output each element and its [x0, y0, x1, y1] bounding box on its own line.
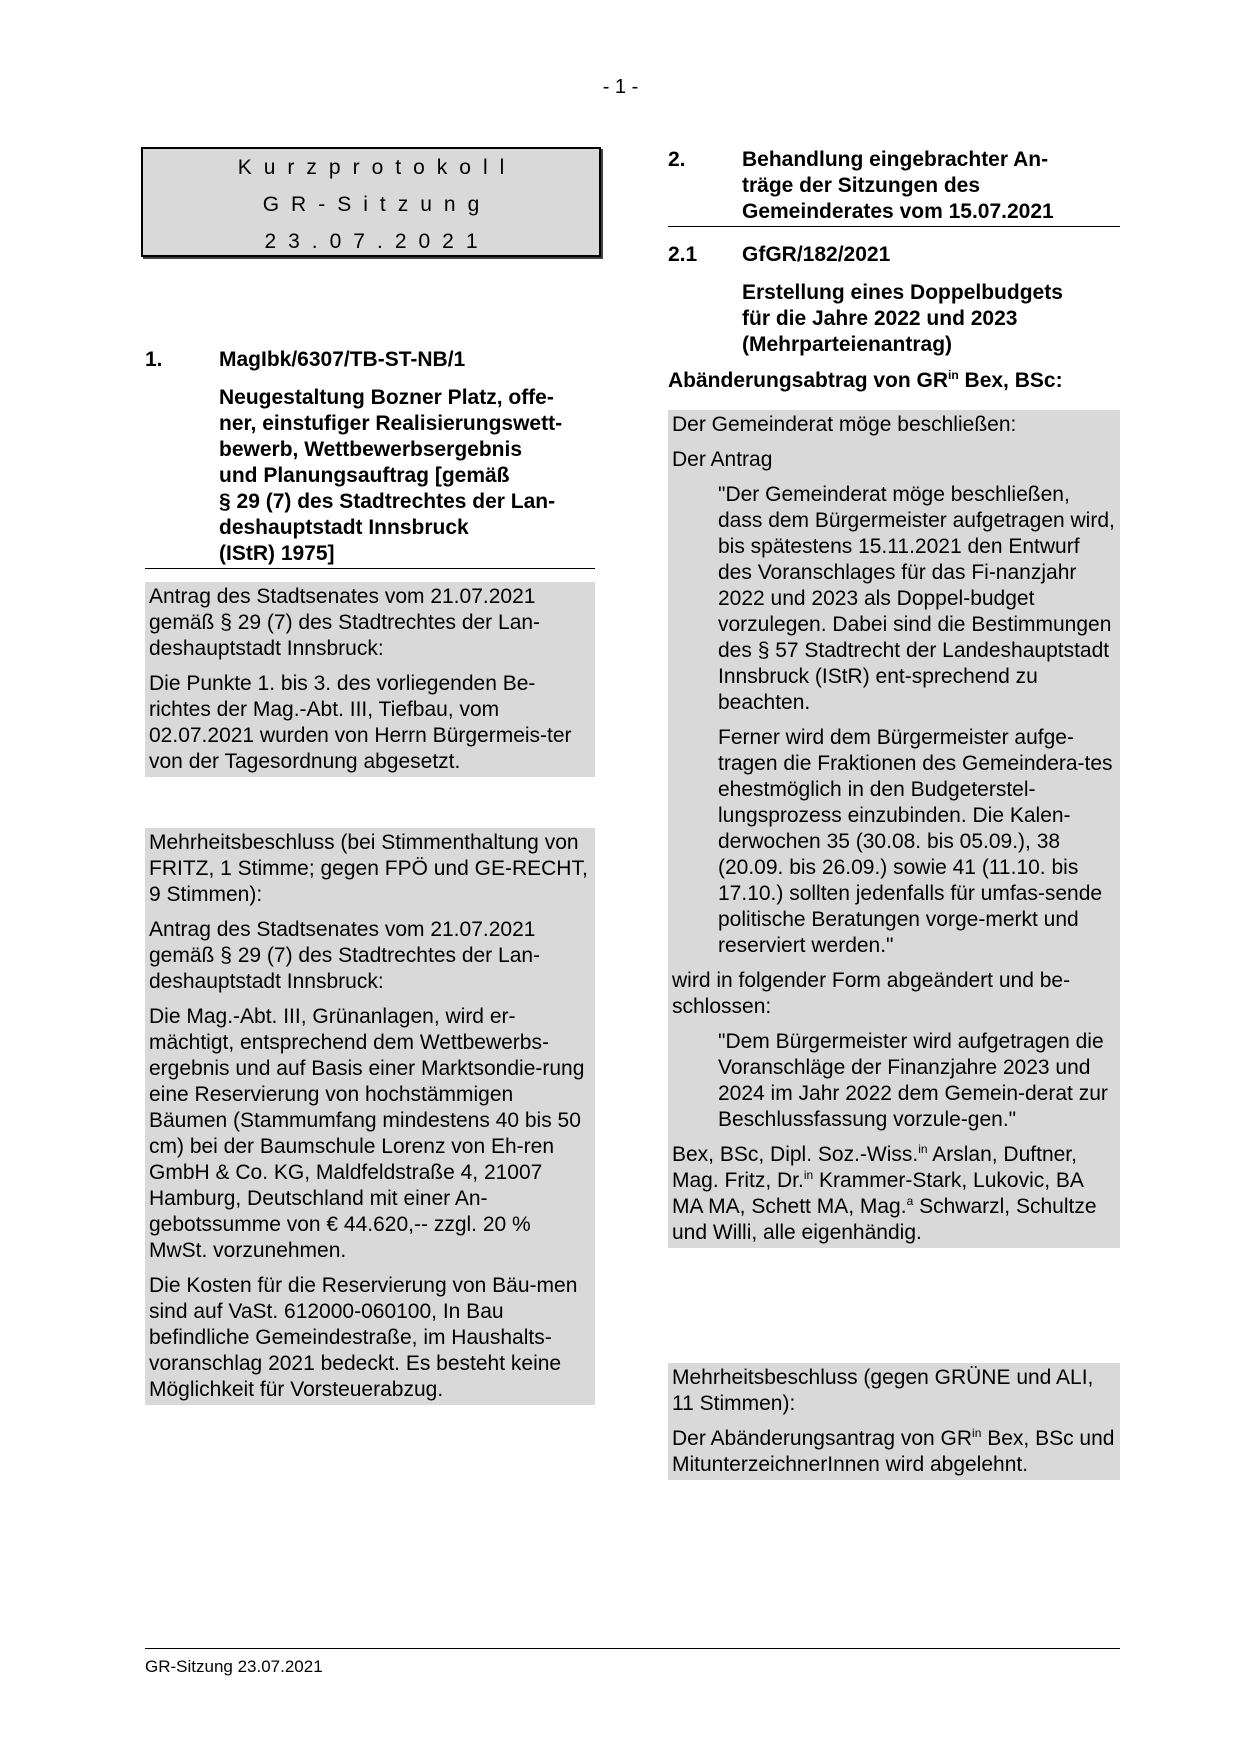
item2-1-title-line: Erstellung eines Doppelbudgets [742, 281, 1063, 304]
item1-title-line: bewerb, Wettbewerbsergebnis [219, 438, 523, 461]
item1-title-line: § 29 (7) des Stadtrechtes der Lan- [219, 490, 556, 513]
amendment-heading-tail: Bex, BSc: [958, 369, 1063, 392]
signers-text: Krammer-Stark, Lukovic, BA MA MA, Schett MA, Mag. [672, 1169, 1083, 1218]
title-box [141, 147, 601, 257]
item1-title-line: Neugestaltung Bozner Platz, offe- [219, 386, 554, 409]
quote-paragraph: "Dem Bürgermeister wird aufgetragen die Voranschläge der Finanzjahre 2023 und 2024 im Jahr 2022 dem Gemein-derat zur Beschlussfassung vorzule-gen." [718, 1030, 1108, 1131]
signers-text: Schwarzl, Schultze und Willi, alle eigenhändig. [672, 1195, 1097, 1244]
item2-number: 2. [668, 148, 686, 171]
item2-1-title-line: für die Jahre 2022 und 2023 [742, 307, 1018, 330]
amendment-box [668, 410, 1120, 1248]
item2-1-code: GfGR/182/2021 [742, 243, 891, 266]
resolution-text: Bex, BSc und MitunterzeichnerInnen wird abgelehnt. [672, 1427, 1115, 1476]
quote-paragraph: Ferner wird dem Bürgermeister aufge-tragen die Fraktionen des Gemeindera-tes ehestmöglich in den Budgeterstel-lungsprozess einzubinden. Die Kalen-derwochen 35 (30.08. bis 05.09.), 38 (20.09. bis 26.09.) sowie 41 (11.10. bis 17.10.) sollten jedenfalls für umfas-sende politische Beratungen vorge-merkt und reserviert werden." [718, 726, 1113, 957]
item1-title-line: (IStR) 1975] [219, 542, 335, 565]
item2-1-code-line [668, 242, 1120, 268]
signers-sup: in [918, 1142, 928, 1156]
item2-1-title-line: (Mehrparteienantrag) [742, 333, 953, 356]
quote-paragraph: "Der Gemeinderat möge beschließen, dass dem Bürgermeister aufgetragen wird, bis spätestens 15.11.2021 den Entwurf des Voranschlages für das Fi-nanzjahr 2022 und 2023 als Doppel-budget vorzulegen. Dabei sind die Bestimmungen des § 57 Stadtrecht der Landeshauptstadt Innsbruck (IStR) ent-sprechend zu beachten. [718, 483, 1115, 714]
item2-title-line: Behandlung eingebrachter An- [742, 148, 1049, 171]
item1-senate-box [145, 582, 595, 777]
amendment-heading-text: Abänderungsabtrag von GR [668, 369, 949, 392]
signers-text: Bex, BSc, Dipl. Soz.-Wiss. [672, 1143, 919, 1166]
title-line-gr-sitzung: GR-Sitzung [262, 193, 492, 216]
paragraph: wird in folgender Form abgeändert und be-schlossen: [672, 969, 1071, 1018]
item1-title-line: ner, einstufiger Realisierungswett- [219, 412, 563, 435]
title-line-date: 23.07.2021 [264, 230, 490, 253]
item2-title-line: träge der Sitzungen des [742, 174, 981, 197]
item1-title-line: deshauptstadt Innsbruck [219, 516, 469, 539]
resolution-text: Der Abänderungsantrag von GR [672, 1427, 973, 1450]
paragraph: Antrag des Stadtsenates vom 21.07.2021 gemäß § 29 (7) des Stadtrechtes der Lan-deshauptstadt Innsbruck: [149, 918, 541, 993]
paragraph: Die Punkte 1. bis 3. des vorliegenden Be-richtes der Mag.-Abt. III, Tiefbau, vom 02.07.2021 wurden von Herrn Bürgermeis-ter von der Tagesordnung abgesetzt. [149, 672, 572, 773]
item1-title [145, 385, 595, 569]
item2-header [668, 147, 1120, 394]
signers-sup: in [803, 1168, 814, 1182]
item2-title-block [668, 147, 1120, 227]
paragraph: Antrag des Stadtsenates vom 21.07.2021 gemäß § 29 (7) des Stadtrechtes der Lan-deshauptstadt Innsbruck: [149, 585, 541, 660]
item1-title-line: und Planungsauftrag [gemäß [219, 464, 510, 487]
item1-number: 1. [145, 348, 163, 371]
signers-paragraph [672, 1142, 1116, 1246]
item2-1-title [668, 280, 1120, 358]
item1-code-line [145, 347, 595, 373]
amendment-resolution-box [668, 1363, 1120, 1480]
paragraph: Mehrheitsbeschluss (bei Stimmenthaltung von FRITZ, 1 Stimme; gegen FPÖ und GE-RECHT, 9 Stimmen): [149, 831, 588, 906]
paragraph: Der Antrag [672, 448, 773, 471]
paragraph: Die Mag.-Abt. III, Grünanlagen, wird er-mächtigt, entsprechend dem Wettbewerbs-ergebnis und auf Basis einer Marktsondie-rung eine Reservierung von hochstämmigen Bäumen (Stammumfang mindestens 40 bis 50 cm) bei der Baumschule Lorenz von Eh-ren GmbH & Co. KG, Maldfeldstraße 4, 21007 Hamburg, Deutschland mit einer An-gebotssumme von € 44.620,-- zzgl. 20 % MwSt. vorzunehmen. [149, 1005, 585, 1262]
paragraph: Mehrheitsbeschluss (gegen GRÜNE und ALI, 11 Stimmen): [672, 1366, 1094, 1415]
item2-1-number: 2.1 [668, 243, 698, 266]
paragraph [672, 1426, 1116, 1478]
item1-resolution-box [145, 828, 595, 1405]
item1-header [145, 347, 595, 569]
footer-divider [145, 1648, 1120, 1649]
signers-sup: a [906, 1194, 914, 1208]
page-number: - 1 - [602, 76, 639, 98]
paragraph: Die Kosten für die Reservierung von Bäu-men sind auf VaSt. 612000-060100, In Bau befindliche Gemeindestraße, im Haushalts-voranschlag 2021 bedeckt. Es besteht keine Möglichkeit für Vorsteuerabzug. [149, 1274, 578, 1401]
item2-title [742, 147, 1054, 225]
title-line-kurzprotokoll: Kurzprotokoll [237, 156, 517, 179]
amendment-heading-sup: in [948, 368, 959, 382]
item1-code: MagIbk/6307/TB-ST-NB/1 [219, 348, 466, 371]
paragraph: Der Gemeinderat möge beschließen: [672, 413, 1017, 436]
footer: GR-Sitzung 23.07.2021 [145, 1657, 323, 1676]
amendment-heading [668, 368, 1120, 394]
signers-text: Arslan, Duftner, Mag. Fritz, Dr. [672, 1143, 1077, 1192]
item2-title-line: Gemeinderates vom 15.07.2021 [742, 200, 1054, 223]
resolution-sup: in [972, 1426, 982, 1440]
